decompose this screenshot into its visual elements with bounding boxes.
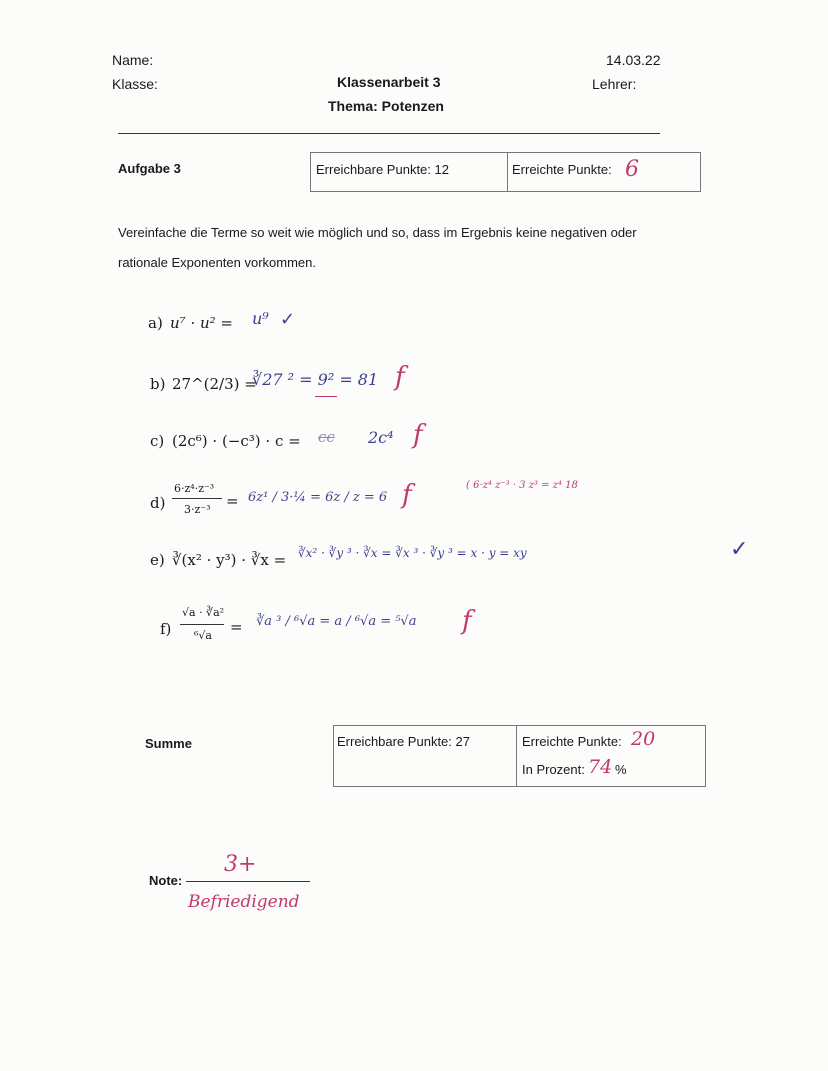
exercise-f-label: f) <box>160 620 172 638</box>
exercise-b-expr: 27^(2/3) = <box>172 375 257 393</box>
summary-percent-label: In Prozent: <box>522 762 585 777</box>
summary-label: Summe <box>145 736 192 751</box>
exercise-d-numerator: 6·z⁴·z⁻³ <box>174 482 215 495</box>
exercise-e-label: e) <box>150 551 165 569</box>
exercise-f-error-mark: f <box>462 606 472 636</box>
exercise-c-label: c) <box>150 432 165 450</box>
grade-value: 3+ <box>224 852 257 877</box>
instruction-line-2: rationale Exponenten vorkommen. <box>118 255 317 270</box>
exercise-f-answer: ∛a ³ / ⁶√a = a / ⁶√a = ⁵√a <box>256 614 417 629</box>
klasse-label: Klasse: <box>112 76 158 92</box>
exercise-d-denominator: 3·z⁻³ <box>184 503 211 516</box>
date: 14.03.22 <box>606 52 661 68</box>
exercise-f-equals: = <box>230 618 243 636</box>
exercise-a-expr: u⁷ · u² = <box>170 314 233 332</box>
summary-achieved-value: 20 <box>631 728 656 750</box>
exercise-f-fraction-bar <box>180 624 224 625</box>
max-points: Erreichbare Punkte: 12 <box>316 162 449 177</box>
exercise-b-error-mark: f <box>395 362 405 392</box>
exercise-d-equals: = <box>226 492 239 510</box>
achieved-points-value: 6 <box>625 157 639 182</box>
summary-box-divider <box>516 726 517 786</box>
exercise-d-error-mark: f <box>402 480 412 510</box>
exercise-c-scratch: cc <box>318 428 335 446</box>
exercise-a-label: a) <box>148 314 163 332</box>
summary-achieved-label: Erreichte Punkte: <box>522 734 622 749</box>
exercise-e-answer: ∛x² · ∛y ³ · ∛x = ∛x ³ · ∛y ³ = x · y = xy <box>298 546 527 560</box>
exercise-c-error-mark: f <box>413 420 423 450</box>
summary-percent-value: 74 <box>588 756 613 778</box>
achieved-points-label: Erreichte Punkte: <box>512 162 612 177</box>
grade-text: Befriedigend <box>188 892 300 912</box>
exercise-d-side-note: ( 6·z⁴ z⁻³ · 3 z³ = z⁴ 18 <box>466 480 578 491</box>
instruction-line-1: Vereinfache die Terme so weit wie möglich und so, dass im Ergebnis keine negativen oder <box>118 225 637 240</box>
exercise-b-label: b) <box>150 375 166 393</box>
header-divider <box>118 133 660 134</box>
exercise-c-answer: 2c⁴ <box>368 428 394 447</box>
exercise-d-answer: 6z¹ / 3·¼ = 6z / z = 6 <box>248 490 388 505</box>
exercise-d-label: d) <box>150 494 166 512</box>
exercise-f-numerator: √a · ∛a² <box>182 606 225 619</box>
document-subtitle: Thema: Potenzen <box>328 98 444 114</box>
task-label: Aufgabe 3 <box>118 161 181 176</box>
exercise-b-underline <box>315 396 337 397</box>
points-box-divider <box>507 153 508 191</box>
grade-label: Note: <box>149 873 183 888</box>
name-label: Name: <box>112 52 154 68</box>
summary-box <box>333 725 706 787</box>
lehrer-label: Lehrer: <box>592 76 637 92</box>
grade-line <box>186 881 310 882</box>
exercise-e-expr: ∛(x² · y³) · ∛x = <box>172 551 287 569</box>
exercise-f-denominator: ⁶√a <box>194 629 212 642</box>
summary-percent-unit: % <box>615 762 627 777</box>
exercise-d-fraction-bar <box>172 498 222 499</box>
exercise-c-expr: (2c⁶) · (−c³) · c = <box>172 432 301 450</box>
exercise-a-check-icon: ✓ <box>280 309 296 329</box>
exercise-a-answer: u⁹ <box>252 309 269 328</box>
points-box <box>310 152 701 192</box>
exercise-e-check-icon: ✓ <box>730 536 749 561</box>
summary-max-points: Erreichbare Punkte: 27 <box>337 734 470 749</box>
exercise-b-answer: ∛27 ² = 9² = 81 <box>252 370 379 389</box>
document-title: Klassenarbeit 3 <box>337 74 441 90</box>
